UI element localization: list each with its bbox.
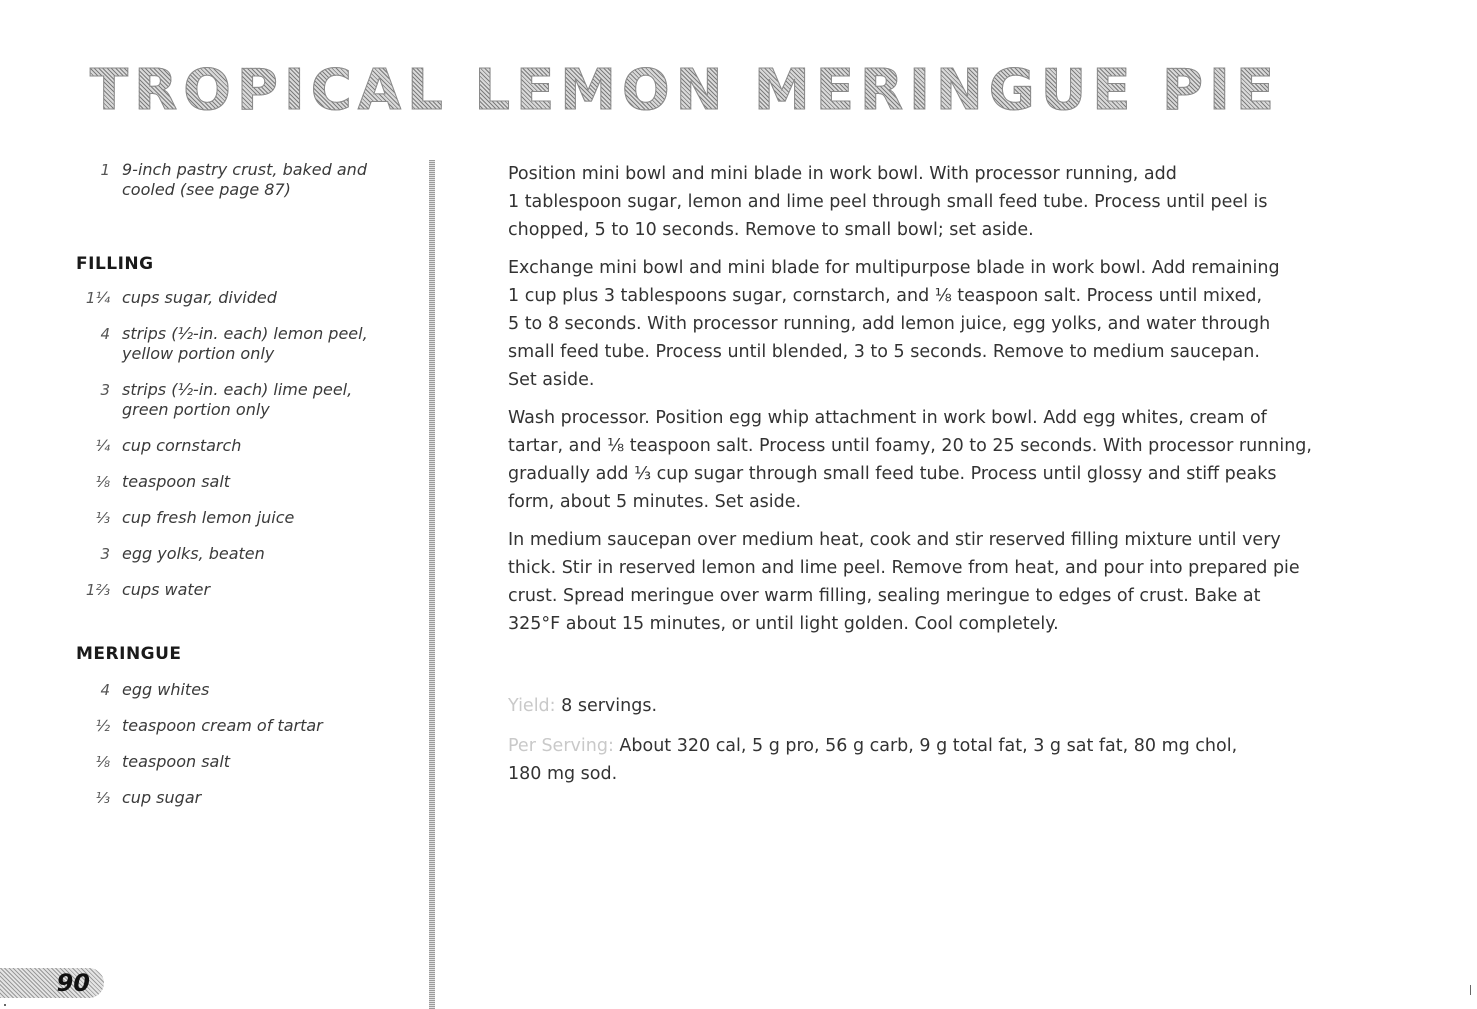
crust-ingredient bbox=[76, 160, 406, 200]
ingredient-desc: cups water bbox=[122, 580, 211, 599]
ingredient-row bbox=[76, 380, 406, 420]
ingredient-qty: 3 bbox=[100, 545, 110, 563]
direction-line: gradually add ⅓ cup sugar through small feed tube. Process until glossy and stiff peaks bbox=[508, 464, 1277, 484]
direction-line: chopped, 5 to 10 seconds. Remove to small bowl; set aside. bbox=[508, 220, 1034, 240]
ingredient-row bbox=[76, 508, 406, 528]
directions-column bbox=[508, 160, 1312, 788]
ingredient-row bbox=[76, 716, 406, 736]
direction-line: thick. Stir in reserved lemon and lime peel. Remove from heat, and pour into prepared pie bbox=[508, 558, 1300, 578]
column-divider bbox=[429, 160, 435, 1009]
corner-mark bbox=[4, 1004, 6, 1006]
ingredient-qty: 1⅔ bbox=[85, 581, 110, 599]
ingredient-row bbox=[76, 288, 406, 308]
ingredients-column bbox=[76, 160, 406, 808]
filling-list bbox=[76, 288, 406, 600]
direction-line: form, about 5 minutes. Set aside. bbox=[508, 492, 802, 512]
ingredient-desc: cup fresh lemon juice bbox=[122, 508, 295, 527]
ingredient-row bbox=[76, 680, 406, 700]
ingredient-qty: 4 bbox=[100, 325, 110, 343]
ingredient-qty: ⅛ bbox=[95, 473, 110, 491]
ingredient-row bbox=[76, 472, 406, 492]
directions bbox=[508, 160, 1312, 638]
ingredient-desc: cup cornstarch bbox=[122, 436, 242, 455]
per-serving-line2: 180 mg sod. bbox=[508, 764, 618, 784]
yield bbox=[508, 692, 1308, 720]
corner-mark bbox=[1470, 985, 1471, 995]
direction-line: small feed tube. Process until blended, 3 to 5 seconds. Remove to medium saucepan. bbox=[508, 342, 1260, 362]
ingredient-row bbox=[76, 324, 406, 364]
ingredient-row bbox=[76, 544, 406, 564]
ingredient-desc: strips (½-in. each) lemon peel, yellow portion only bbox=[122, 324, 368, 363]
meringue-list bbox=[76, 680, 406, 808]
page-number: 90 bbox=[56, 969, 90, 997]
meringue-heading: MERINGUE bbox=[76, 644, 182, 664]
ingredient-desc: egg yolks, beaten bbox=[122, 544, 265, 563]
ingredient-qty: ⅛ bbox=[95, 753, 110, 771]
ingredient-row bbox=[76, 788, 406, 808]
ingredient-qty: ¼ bbox=[95, 437, 110, 455]
ingredient-desc: teaspoon cream of tartar bbox=[122, 716, 323, 735]
page-number-tab bbox=[0, 968, 104, 998]
per-serving bbox=[508, 732, 1308, 788]
direction-paragraph bbox=[508, 254, 1308, 394]
direction-line: Set aside. bbox=[508, 370, 595, 390]
ingredient-desc: teaspoon salt bbox=[122, 472, 231, 491]
ingredient-desc: strips (½-in. each) lime peel, green portion only bbox=[122, 380, 353, 419]
direction-line: Exchange mini bowl and mini blade for multipurpose blade in work bowl. Add remaining bbox=[508, 258, 1280, 278]
direction-line: 1 cup plus 3 tablespoons sugar, cornstarch, and ⅛ teaspoon salt. Process until mixed, bbox=[508, 286, 1263, 306]
ingredient-desc: 9-inch pastry crust, baked and cooled (see page 87) bbox=[122, 160, 367, 199]
ingredient-row bbox=[76, 436, 406, 456]
ingredient-row bbox=[76, 580, 406, 600]
ingredient-qty: ⅓ bbox=[95, 509, 110, 527]
direction-line: 5 to 8 seconds. With processor running, add lemon juice, egg yolks, and water through bbox=[508, 314, 1271, 334]
direction-paragraph bbox=[508, 404, 1312, 516]
direction-line: 325°F about 15 minutes, or until light golden. Cool completely. bbox=[508, 614, 1059, 634]
direction-line: tartar, and ⅛ teaspoon salt. Process until foamy, 20 to 25 seconds. With processor running, bbox=[508, 436, 1312, 456]
ingredient-qty: 1 bbox=[100, 161, 110, 179]
ingredient-qty: 1¼ bbox=[85, 289, 110, 307]
direction-line: Wash processor. Position egg whip attachment in work bowl. Add egg whites, cream of bbox=[508, 408, 1267, 428]
ingredient-qty: 3 bbox=[100, 381, 110, 399]
direction-line: crust. Spread meringue over warm filling, sealing meringue to edges of crust. Bake at bbox=[508, 586, 1261, 606]
per-serving-label: Per Serving: bbox=[508, 736, 614, 756]
recipe-title: TROPICAL LEMON MERINGUE PIE bbox=[0, 58, 1370, 123]
ingredient-desc: egg whites bbox=[122, 680, 210, 699]
ingredient-qty: ⅓ bbox=[95, 789, 110, 807]
direction-paragraph bbox=[508, 160, 1308, 244]
ingredient-row bbox=[76, 752, 406, 772]
ingredient-qty: 4 bbox=[100, 681, 110, 699]
yield-label: Yield: bbox=[508, 696, 556, 716]
direction-paragraph bbox=[508, 526, 1308, 638]
ingredient-desc: cup sugar bbox=[122, 788, 202, 807]
direction-line: Position mini bowl and mini blade in work bowl. With processor running, add bbox=[508, 164, 1177, 184]
direction-line: 1 tablespoon sugar, lemon and lime peel through small feed tube. Process until peel is bbox=[508, 192, 1268, 212]
per-serving-line1: About 320 cal, 5 g pro, 56 g carb, 9 g total fat, 3 g sat fat, 80 mg chol, bbox=[619, 736, 1238, 756]
direction-line: In medium saucepan over medium heat, cook and stir reserved filling mixture until very bbox=[508, 530, 1281, 550]
ingredient-desc: teaspoon salt bbox=[122, 752, 231, 771]
ingredient-qty: ½ bbox=[95, 717, 110, 735]
yield-value: 8 servings. bbox=[561, 696, 658, 716]
filling-heading: FILLING bbox=[76, 254, 154, 274]
ingredient-desc: cups sugar, divided bbox=[122, 288, 277, 307]
